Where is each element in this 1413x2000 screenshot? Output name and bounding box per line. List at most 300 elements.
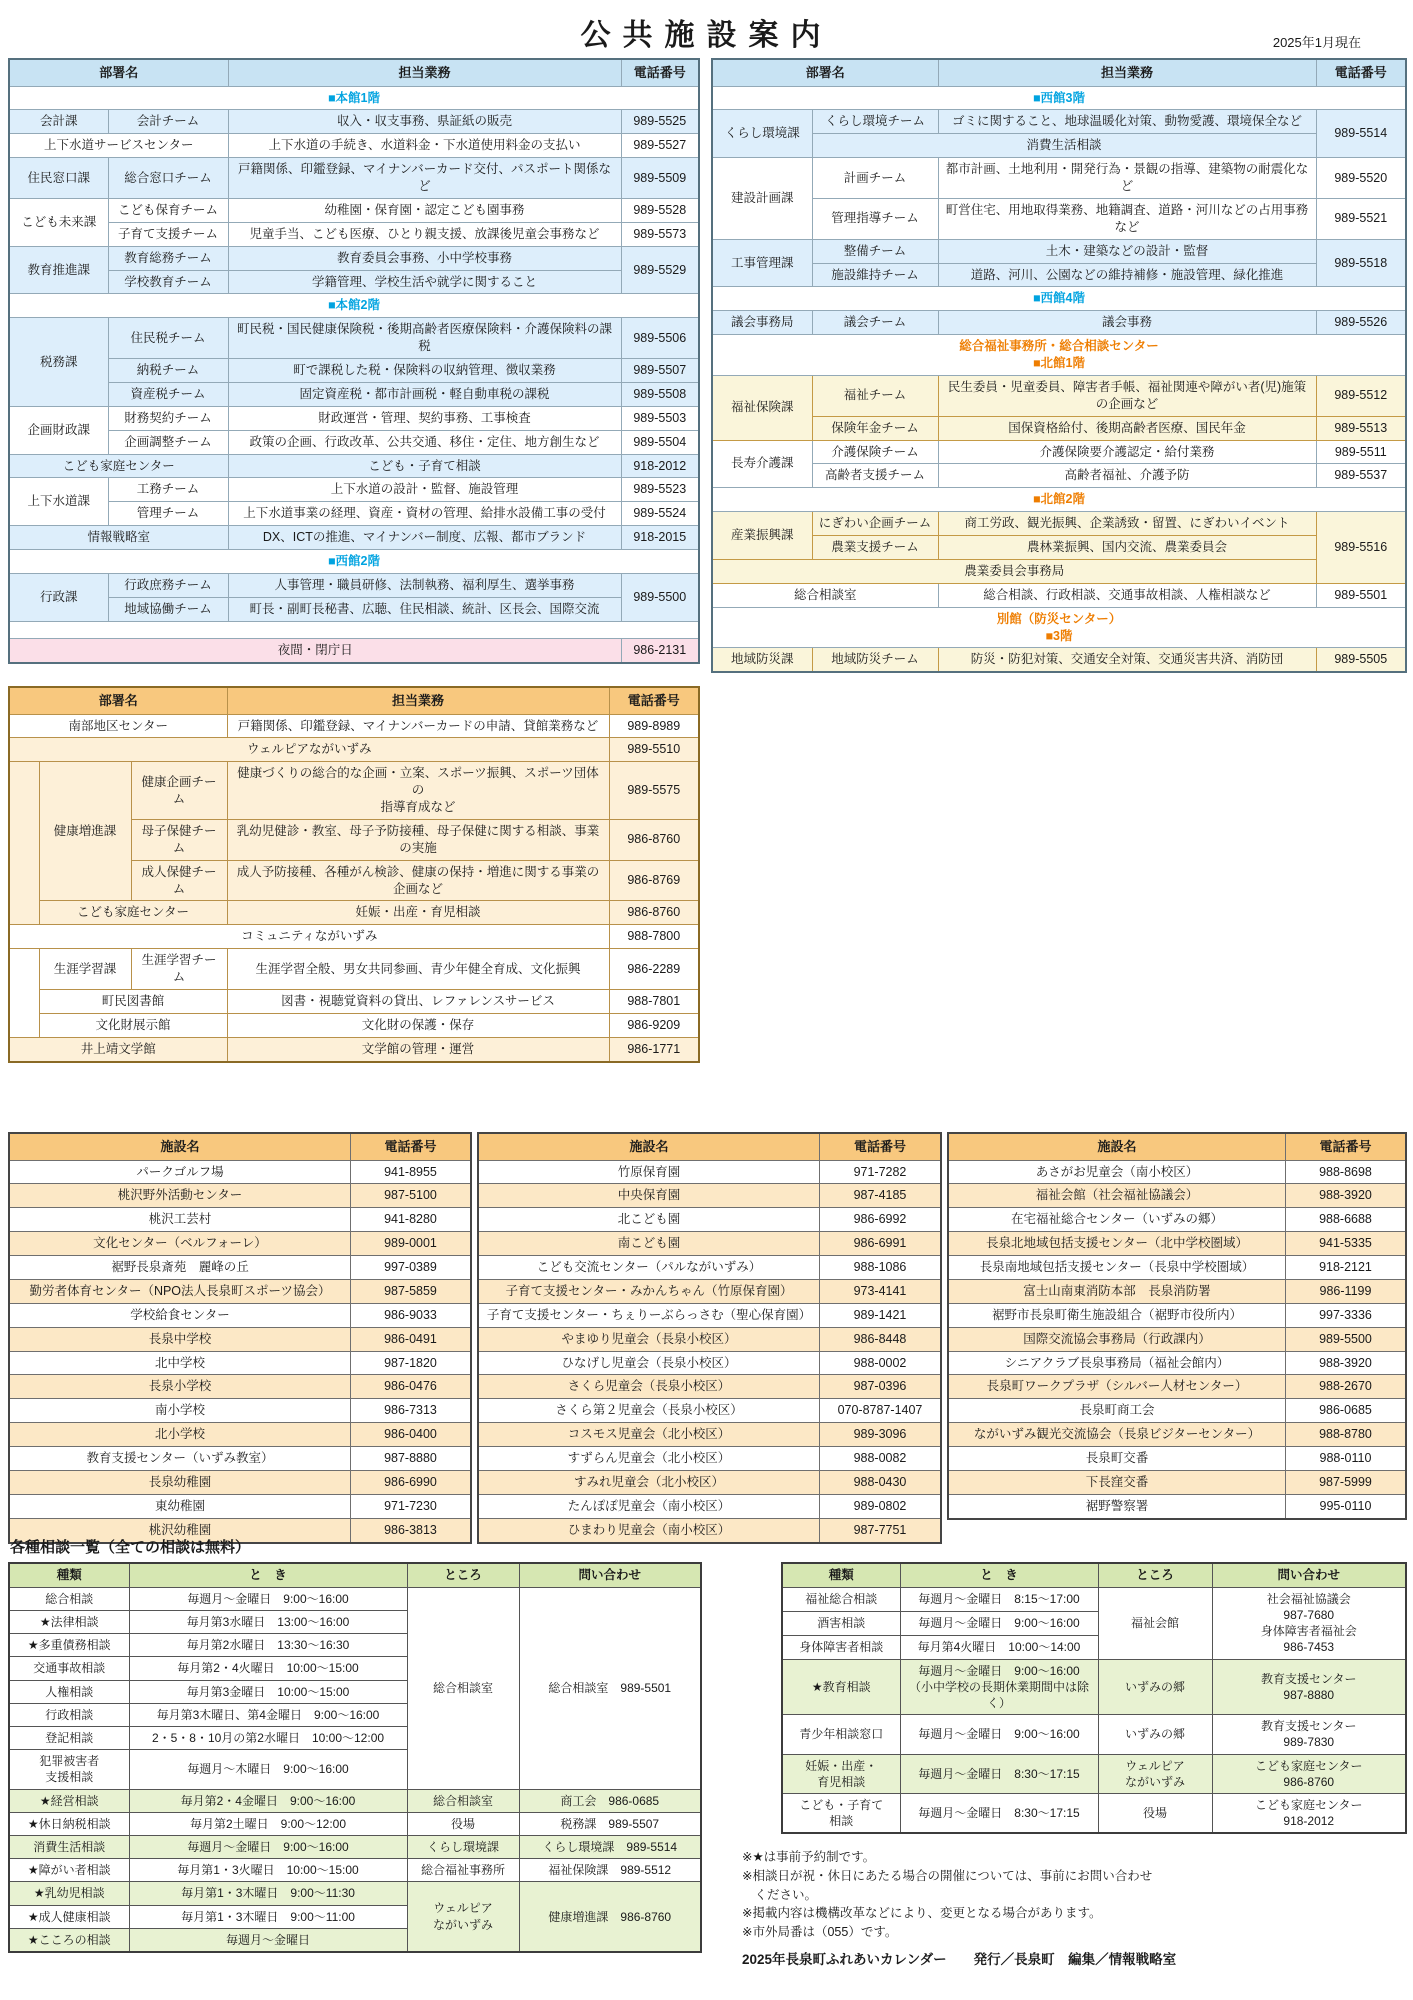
table-row bbox=[712, 512, 1406, 536]
table-row bbox=[782, 1754, 1406, 1793]
table-row bbox=[9, 1351, 471, 1375]
phone-cell: 971-7230 bbox=[350, 1494, 471, 1518]
table-cell: 毎月第1・3木曜日 9:00～11:30 bbox=[129, 1882, 407, 1905]
table-cell: 登記相談 bbox=[9, 1727, 129, 1750]
table-cell: 妊娠・出産・ 育児相談 bbox=[782, 1754, 900, 1793]
table-cell: 人事管理・職員研修、法制執務、福利厚生、選挙事務 bbox=[228, 573, 621, 597]
table-row bbox=[9, 1789, 701, 1812]
column-header: ところ bbox=[407, 1563, 519, 1587]
table-cell: 資産税チーム bbox=[108, 382, 228, 406]
column-header: 問い合わせ bbox=[1212, 1563, 1406, 1587]
table-cell: 町民図書館 bbox=[39, 989, 227, 1013]
table-row bbox=[478, 1256, 941, 1280]
table-row bbox=[712, 536, 1406, 560]
consultation-table-right-mount bbox=[781, 1562, 1407, 1834]
section-header-cell: ■西館4階 bbox=[712, 287, 1406, 311]
table-cell: やまゆり児童会（長泉小校区） bbox=[478, 1327, 819, 1351]
table-cell: こども保育チーム bbox=[108, 198, 228, 222]
table-cell: 上下水道サービスセンター bbox=[9, 134, 228, 158]
phone-cell: 995-0110 bbox=[1285, 1494, 1406, 1518]
table-cell: 北中学校 bbox=[9, 1351, 350, 1375]
table-row bbox=[948, 1303, 1406, 1327]
table-cell: こども未来課 bbox=[9, 198, 108, 246]
table-cell: 上下水道事業の経理、資産・資材の管理、給排水設備工事の受付 bbox=[228, 502, 621, 526]
section-header-cell: ■本館1階 bbox=[9, 86, 699, 110]
culture-table-mount bbox=[8, 686, 700, 1063]
table-cell: くらし環境課 bbox=[407, 1835, 519, 1858]
note-line: ※相談日が祝・休日にあたる場合の開催については、事前にお問い合わせ bbox=[742, 1868, 1153, 1883]
phone-cell: 989-5529 bbox=[621, 246, 699, 294]
phone-cell: 989-5511 bbox=[1316, 440, 1406, 464]
phone-cell: 989-5573 bbox=[621, 222, 699, 246]
phone-cell: 986-1771 bbox=[609, 1037, 699, 1061]
phone-cell: 986-6991 bbox=[819, 1232, 941, 1256]
phone-cell: 988-0082 bbox=[819, 1447, 941, 1471]
table-cell: 毎月第1・3木曜日 9:00～11:00 bbox=[129, 1905, 407, 1928]
table-row bbox=[712, 559, 1406, 583]
table-cell: 文化センター（ベルフォーレ） bbox=[9, 1232, 350, 1256]
phone-cell: 989-8989 bbox=[609, 714, 699, 738]
table-cell: 健康増進課 986-8760 bbox=[519, 1882, 701, 1952]
dept-table-main-right bbox=[711, 58, 1407, 673]
section-header-cell: ■北館2階 bbox=[712, 488, 1406, 512]
table-row bbox=[9, 359, 699, 383]
phone-cell: 989-5500 bbox=[1285, 1327, 1406, 1351]
table-cell: 成人保健チーム bbox=[131, 860, 227, 901]
table-cell: にぎわい企画チーム bbox=[812, 512, 938, 536]
table-cell: 産業振興課 bbox=[712, 512, 812, 560]
table-row bbox=[9, 1835, 701, 1858]
table-cell: 農業支援チーム bbox=[812, 536, 938, 560]
column-header: 問い合わせ bbox=[519, 1563, 701, 1587]
table-cell: 管理指導チーム bbox=[812, 198, 938, 239]
column-header: と き bbox=[900, 1563, 1098, 1587]
table-cell: 生涯学習全般、男女共同参画、青少年健全育成、文化振興 bbox=[227, 949, 609, 990]
table-cell: 長泉町商工会 bbox=[948, 1399, 1285, 1423]
table-cell: 税務課 bbox=[9, 318, 108, 407]
table-cell: 母子保健チーム bbox=[131, 819, 227, 860]
table-cell: 長泉町交番 bbox=[948, 1447, 1285, 1471]
phone-cell: 989-1421 bbox=[819, 1303, 941, 1327]
table-cell: 総合相談 bbox=[9, 1587, 129, 1610]
table-cell: 施設維持チーム bbox=[812, 263, 938, 287]
table-row bbox=[948, 1447, 1406, 1471]
table-cell: 子育て支援センター・みかんちゃん（竹原保育園） bbox=[478, 1279, 819, 1303]
table-cell: さくら児童会（長泉小校区） bbox=[478, 1375, 819, 1399]
table-cell: 身体障害者相談 bbox=[782, 1635, 900, 1659]
table-cell: 長泉町ワークプラザ（シルバー人材センター） bbox=[948, 1375, 1285, 1399]
phone-cell: 971-7282 bbox=[819, 1160, 941, 1184]
table-cell: 文化財展示館 bbox=[39, 1013, 227, 1037]
table-cell: 地域協働チーム bbox=[108, 597, 228, 621]
table-row bbox=[9, 1037, 699, 1061]
table-cell: すずらん児童会（北小校区） bbox=[478, 1447, 819, 1471]
table-row bbox=[9, 382, 699, 406]
table-cell: くらし環境課 989-5514 bbox=[519, 1835, 701, 1858]
table-cell: 桃沢工芸村 bbox=[9, 1208, 350, 1232]
table-cell: 学校教育チーム bbox=[108, 270, 228, 294]
table-cell: 妊娠・出産・育児相談 bbox=[227, 901, 609, 925]
table-row bbox=[9, 925, 699, 949]
table-cell: ウェルピア ながいずみ bbox=[407, 1882, 519, 1952]
header-row bbox=[712, 59, 1406, 86]
table-row bbox=[712, 488, 1406, 512]
table-cell: 毎週月～木曜日 9:00～16:00 bbox=[129, 1750, 407, 1789]
phone-cell: 989-5518 bbox=[1316, 239, 1406, 287]
table-row bbox=[712, 464, 1406, 488]
table-row bbox=[9, 597, 699, 621]
table-row bbox=[478, 1184, 941, 1208]
column-header: 電話番号 bbox=[350, 1133, 471, 1160]
table-cell: 酒害相談 bbox=[782, 1611, 900, 1635]
table-cell: DX、ICTの推進、マイナンバー制度、広報、都市ブランド bbox=[228, 526, 621, 550]
table-cell: 健康企画チーム bbox=[131, 762, 227, 820]
table-cell: 教育委員会事務、小中学校事務 bbox=[228, 246, 621, 270]
table-cell: 文学館の管理・運営 bbox=[227, 1037, 609, 1061]
phone-cell: 988-6688 bbox=[1285, 1208, 1406, 1232]
table-row bbox=[9, 989, 699, 1013]
phone-cell: 986-6990 bbox=[350, 1470, 471, 1494]
table-cell: 住民窓口課 bbox=[9, 158, 108, 199]
phone-cell: 986-1199 bbox=[1285, 1279, 1406, 1303]
table-cell: 犯罪被害者 支援相談 bbox=[9, 1750, 129, 1789]
table-row bbox=[782, 1659, 1406, 1715]
table-row bbox=[9, 1375, 471, 1399]
phone-cell: 997-0389 bbox=[350, 1256, 471, 1280]
table-row bbox=[712, 158, 1406, 199]
table-row bbox=[9, 478, 699, 502]
table-cell: 町長・副町長秘書、広聴、住民相談、統計、区長会、国際交流 bbox=[228, 597, 621, 621]
table-row bbox=[948, 1232, 1406, 1256]
consultation-table-left-mount bbox=[8, 1562, 702, 1953]
table-row bbox=[9, 1013, 699, 1037]
table-cell: 長泉南地域包括支援センター（長泉中学校圏域） bbox=[948, 1256, 1285, 1280]
table-cell: 町営住宅、用地取得業務、地籍調査、道路・河川などの占用事務など bbox=[938, 198, 1316, 239]
table-row bbox=[712, 375, 1406, 416]
table-cell bbox=[9, 949, 39, 1038]
table-cell: 文化財の保護・保存 bbox=[227, 1013, 609, 1037]
phone-cell: 986-6992 bbox=[819, 1208, 941, 1232]
table-cell: 計画チーム bbox=[812, 158, 938, 199]
facility-table-2-mount bbox=[477, 1132, 942, 1544]
consultation-table-left bbox=[8, 1562, 702, 1953]
phone-cell: 941-5335 bbox=[1285, 1232, 1406, 1256]
table-cell: 裾野市長泉町衛生施設組合（裾野市役所内） bbox=[948, 1303, 1285, 1327]
table-row bbox=[712, 287, 1406, 311]
table-cell: 乳幼児健診・教室、母子予防接種、母子保健に関する相談、事業の実施 bbox=[227, 819, 609, 860]
table-cell: 下長窪交番 bbox=[948, 1470, 1285, 1494]
table-cell: いずみの郷 bbox=[1098, 1659, 1212, 1715]
phone-cell: 989-5523 bbox=[621, 478, 699, 502]
table-cell: 福祉会館 bbox=[1098, 1587, 1212, 1659]
table-cell: 消費生活相談 bbox=[9, 1835, 129, 1858]
table-cell: 学籍管理、学校生活や就学に関すること bbox=[228, 270, 621, 294]
table-cell: 福祉保険課 bbox=[712, 375, 812, 440]
dept-table-main-left bbox=[8, 58, 700, 664]
phone-cell: 989-5507 bbox=[621, 359, 699, 383]
table-cell: 役場 bbox=[1098, 1793, 1212, 1833]
table-row bbox=[9, 949, 699, 990]
table-cell: 毎週月～金曜日 8:15～17:00 bbox=[900, 1587, 1098, 1611]
phone-cell: 986-0400 bbox=[350, 1423, 471, 1447]
table-row bbox=[9, 406, 699, 430]
table-cell: ★休日納税相談 bbox=[9, 1812, 129, 1835]
table-cell: 福祉保険課 989-5512 bbox=[519, 1859, 701, 1882]
table-cell: 行政相談 bbox=[9, 1703, 129, 1726]
table-row bbox=[9, 1327, 471, 1351]
table-row bbox=[9, 621, 699, 638]
table-cell: 毎月第1・3火曜日 10:00～15:00 bbox=[129, 1859, 407, 1882]
table-row bbox=[478, 1351, 941, 1375]
phone-cell: 988-2670 bbox=[1285, 1375, 1406, 1399]
table-cell: 毎月第3水曜日 13:00～16:00 bbox=[129, 1611, 407, 1634]
table-row bbox=[9, 1399, 471, 1423]
table-cell: 毎月第2・4金曜日 9:00～16:00 bbox=[129, 1789, 407, 1812]
table-cell: 企画財政課 bbox=[9, 406, 108, 454]
table-row bbox=[9, 430, 699, 454]
table-cell: 南部地区センター bbox=[9, 714, 227, 738]
table-cell: 健康増進課 bbox=[39, 762, 131, 901]
table-cell: 総合相談室 bbox=[712, 583, 938, 607]
table-cell: こども交流センター（パルながいずみ） bbox=[478, 1256, 819, 1280]
table-cell: 青少年相談窓口 bbox=[782, 1715, 900, 1754]
table-cell: 上下水道課 bbox=[9, 478, 108, 526]
table-row bbox=[9, 1882, 701, 1905]
table-cell: 2・5・8・10月の第2水曜日 10:00～12:00 bbox=[129, 1727, 407, 1750]
table-row bbox=[948, 1256, 1406, 1280]
table-cell: 毎週月～金曜日 8:30～17:15 bbox=[900, 1754, 1098, 1793]
table-row bbox=[712, 198, 1406, 239]
section-header-cell: ■西館3階 bbox=[712, 86, 1406, 110]
header-row bbox=[9, 1133, 471, 1160]
phone-cell: 986-0685 bbox=[1285, 1399, 1406, 1423]
table-cell: 生涯学習課 bbox=[39, 949, 131, 990]
table-row bbox=[948, 1423, 1406, 1447]
table-row bbox=[9, 526, 699, 550]
table-cell: 民生委員・児童委員、障害者手帳、福祉関連や障がい者(児)施策の企画など bbox=[938, 375, 1316, 416]
table-row bbox=[478, 1232, 941, 1256]
table-cell: くらし環境チーム bbox=[812, 110, 938, 134]
phone-cell: 989-5500 bbox=[621, 573, 699, 621]
table-cell: ひなげし児童会（長泉小校区） bbox=[478, 1351, 819, 1375]
table-cell: 裾野長泉斎苑 麗峰の丘 bbox=[9, 1256, 350, 1280]
phone-cell: 989-5516 bbox=[1316, 512, 1406, 584]
phone-cell: 989-5524 bbox=[621, 502, 699, 526]
table-cell: 防災・防犯対策、交通安全対策、交通災害共済、消防団 bbox=[938, 648, 1316, 672]
phone-cell: 986-8448 bbox=[819, 1327, 941, 1351]
table-row bbox=[478, 1303, 941, 1327]
phone-cell: 989-5512 bbox=[1316, 375, 1406, 416]
table-row bbox=[478, 1518, 941, 1542]
phone-cell: 988-3920 bbox=[1285, 1184, 1406, 1208]
phone-cell: 989-5537 bbox=[1316, 464, 1406, 488]
phone-cell: 070-8787-1407 bbox=[819, 1399, 941, 1423]
table-cell: あさがお児童会（南小校区） bbox=[948, 1160, 1285, 1184]
phone-cell: 986-2289 bbox=[609, 949, 699, 990]
table-cell: 道路、河川、公園などの維持補修・施設管理、緑化推進 bbox=[938, 263, 1316, 287]
phone-cell: 989-5509 bbox=[621, 158, 699, 199]
table-cell: 成人予防接種、各種がん検診、健康の保持・増進に関する事業の 企画など bbox=[227, 860, 609, 901]
table-row bbox=[712, 239, 1406, 263]
table-row bbox=[948, 1470, 1406, 1494]
column-header: 電話番号 bbox=[819, 1133, 941, 1160]
dept-table-right-mount bbox=[711, 58, 1407, 673]
table-cell: 毎週月～金曜日 9:00～16:00 bbox=[900, 1611, 1098, 1635]
table-cell: 毎週月～金曜日 8:30～17:15 bbox=[900, 1793, 1098, 1833]
phone-cell: 989-5575 bbox=[609, 762, 699, 820]
facility-table-1-mount bbox=[8, 1132, 472, 1544]
table-cell: 介護保険要介護認定・給付業務 bbox=[938, 440, 1316, 464]
table-cell: 議会事務局 bbox=[712, 311, 812, 335]
table-cell: 都市計画、土地利用・開発行為・景観の指導、建築物の耐震化など bbox=[938, 158, 1316, 199]
table-cell: さくら第２児童会（長泉小校区） bbox=[478, 1399, 819, 1423]
phone-cell: 989-5501 bbox=[1316, 583, 1406, 607]
table-cell: 高齢者福祉、介護予防 bbox=[938, 464, 1316, 488]
table-cell: 商工労政、観光振興、企業誘致・留置、にぎわいイベント bbox=[938, 512, 1316, 536]
table-row bbox=[9, 246, 699, 270]
table-cell: 上下水道の設計・監督、施設管理 bbox=[228, 478, 621, 502]
table-cell: 幼稚園・保育園・認定こども園事務 bbox=[228, 198, 621, 222]
table-cell: ひまわり児童会（南小校区） bbox=[478, 1518, 819, 1542]
consultation-section-title: 各種相談一覧（全ての相談は無料） bbox=[10, 1539, 251, 1556]
table-cell: 長泉小学校 bbox=[9, 1375, 350, 1399]
phone-cell: 989-5521 bbox=[1316, 198, 1406, 239]
table-cell: ★教育相談 bbox=[782, 1659, 900, 1715]
phone-cell: 989-0001 bbox=[350, 1232, 471, 1256]
phone-cell: 986-9033 bbox=[350, 1303, 471, 1327]
table-cell: 地域防災チーム bbox=[812, 648, 938, 672]
phone-cell: 989-5513 bbox=[1316, 416, 1406, 440]
table-row bbox=[712, 583, 1406, 607]
table-cell: 議会事務 bbox=[938, 311, 1316, 335]
phone-cell: 986-7313 bbox=[350, 1399, 471, 1423]
table-cell: 税務課 989-5507 bbox=[519, 1812, 701, 1835]
column-header: 担当業務 bbox=[938, 59, 1316, 86]
table-row bbox=[782, 1587, 1406, 1611]
phone-cell: 989-5527 bbox=[621, 134, 699, 158]
column-header: 電話番号 bbox=[1316, 59, 1406, 86]
table-cell: 図書・視聴覚資料の貸出、レファレンスサービス bbox=[227, 989, 609, 1013]
table-row bbox=[948, 1208, 1406, 1232]
phone-cell: 986-8760 bbox=[609, 901, 699, 925]
table-cell: 総合相談室 989-5501 bbox=[519, 1587, 701, 1789]
table-row bbox=[712, 86, 1406, 110]
header-row bbox=[9, 1563, 701, 1587]
table-row bbox=[9, 1256, 471, 1280]
table-cell: 毎週月～金曜日 9:00～16:00 bbox=[129, 1835, 407, 1858]
phone-cell: 988-7801 bbox=[609, 989, 699, 1013]
dept-table-culture-welfare bbox=[8, 686, 700, 1063]
table-row bbox=[9, 270, 699, 294]
table-cell: 人権相談 bbox=[9, 1680, 129, 1703]
dept-table-left-mount bbox=[8, 58, 700, 664]
note-line: ください。 bbox=[742, 1887, 818, 1902]
table-cell: 教育推進課 bbox=[9, 246, 108, 294]
table-cell: 企画調整チーム bbox=[108, 430, 228, 454]
header-row bbox=[9, 687, 699, 714]
table-cell: ★多重債務相談 bbox=[9, 1634, 129, 1657]
table-cell: 毎週月～金曜日 9:00～16:00 （小中学校の長期休業期間中は除く） bbox=[900, 1659, 1098, 1715]
note-line: ※市外局番は（055）です。 bbox=[742, 1925, 898, 1939]
table-row bbox=[9, 1859, 701, 1882]
table-cell: 桃沢幼稚園 bbox=[9, 1518, 350, 1542]
phone-cell: 989-5514 bbox=[1316, 110, 1406, 158]
table-row bbox=[712, 607, 1406, 648]
table-cell: 行政庶務チーム bbox=[108, 573, 228, 597]
phone-cell: 989-5510 bbox=[609, 738, 699, 762]
table-cell: 北こども園 bbox=[478, 1208, 819, 1232]
phone-cell: 986-8760 bbox=[609, 819, 699, 860]
table-cell: 社会福祉協議会 987-7680 身体障害者福祉会 986-7453 bbox=[1212, 1587, 1406, 1659]
section-header-cell: ■本館2階 bbox=[9, 294, 699, 318]
table-cell: 会計チーム bbox=[108, 110, 228, 134]
column-header: 種類 bbox=[782, 1563, 900, 1587]
section-header-cell: 総合福祉事務所・総合相談センター ■北館1階 bbox=[712, 335, 1406, 376]
table-cell: 農業委員会事務局 bbox=[712, 559, 1316, 583]
phone-cell: 988-7800 bbox=[609, 925, 699, 949]
table-row bbox=[478, 1399, 941, 1423]
table-row bbox=[9, 110, 699, 134]
table-cell: 役場 bbox=[407, 1812, 519, 1835]
table-row bbox=[9, 1160, 471, 1184]
table-row bbox=[478, 1470, 941, 1494]
table-cell: ★経営相談 bbox=[9, 1789, 129, 1812]
section-header-cell: ■西館2階 bbox=[9, 550, 699, 574]
table-cell: 町で課税した税・保険料の収納管理、徴収業務 bbox=[228, 359, 621, 383]
table-cell: 戸籍関係、印鑑登録、マイナンバーカード交付、パスポート関係など bbox=[228, 158, 621, 199]
table-cell: 長泉幼稚園 bbox=[9, 1470, 350, 1494]
table-cell: 北小学校 bbox=[9, 1423, 350, 1447]
phone-cell: 986-3813 bbox=[350, 1518, 471, 1542]
table-cell: こども・子育て相談 bbox=[228, 454, 621, 478]
column-header: 電話番号 bbox=[609, 687, 699, 714]
table-cell bbox=[9, 762, 39, 925]
table-cell: 総合窓口チーム bbox=[108, 158, 228, 199]
table-row bbox=[782, 1715, 1406, 1754]
table-cell: 総合相談室 bbox=[407, 1789, 519, 1812]
phone-cell: 988-8698 bbox=[1285, 1160, 1406, 1184]
table-row bbox=[712, 440, 1406, 464]
table-cell: 行政課 bbox=[9, 573, 108, 621]
table-cell: 高齢者支援チーム bbox=[812, 464, 938, 488]
table-row bbox=[478, 1375, 941, 1399]
table-cell: ★乳幼児相談 bbox=[9, 1882, 129, 1905]
table-row bbox=[9, 1303, 471, 1327]
phone-cell: 989-5503 bbox=[621, 406, 699, 430]
table-cell: 教育支援センター（いずみ教室） bbox=[9, 1447, 350, 1471]
phone-cell: 918-2012 bbox=[621, 454, 699, 478]
phone-cell: 988-0430 bbox=[819, 1470, 941, 1494]
table-cell: 町民税・国民健康保険税・後期高齢者医療保険料・介護保険料の課税 bbox=[228, 318, 621, 359]
table-cell: 毎週月～金曜日 bbox=[129, 1928, 407, 1952]
table-row bbox=[712, 134, 1406, 158]
table-cell: 長泉北地域包括支援センター（北中学校圏域） bbox=[948, 1232, 1285, 1256]
table-cell: 子育て支援センター・ちぇりーぶらっさむ（聖心保育園） bbox=[478, 1303, 819, 1327]
table-cell: 国際交流協会事務局（行政課内） bbox=[948, 1327, 1285, 1351]
table-row bbox=[9, 550, 699, 574]
table-row bbox=[9, 134, 699, 158]
table-cell: 教育総務チーム bbox=[108, 246, 228, 270]
phone-cell: 918-2015 bbox=[621, 526, 699, 550]
table-cell: 毎週月～金曜日 9:00～16:00 bbox=[129, 1587, 407, 1610]
table-cell: 交通事故相談 bbox=[9, 1657, 129, 1680]
phone-cell: 987-5100 bbox=[350, 1184, 471, 1208]
table-row bbox=[478, 1423, 941, 1447]
table-row bbox=[712, 311, 1406, 335]
column-header: 施設名 bbox=[9, 1133, 350, 1160]
table-cell: コスモス児童会（北小校区） bbox=[478, 1423, 819, 1447]
column-header: 部署名 bbox=[9, 687, 227, 714]
